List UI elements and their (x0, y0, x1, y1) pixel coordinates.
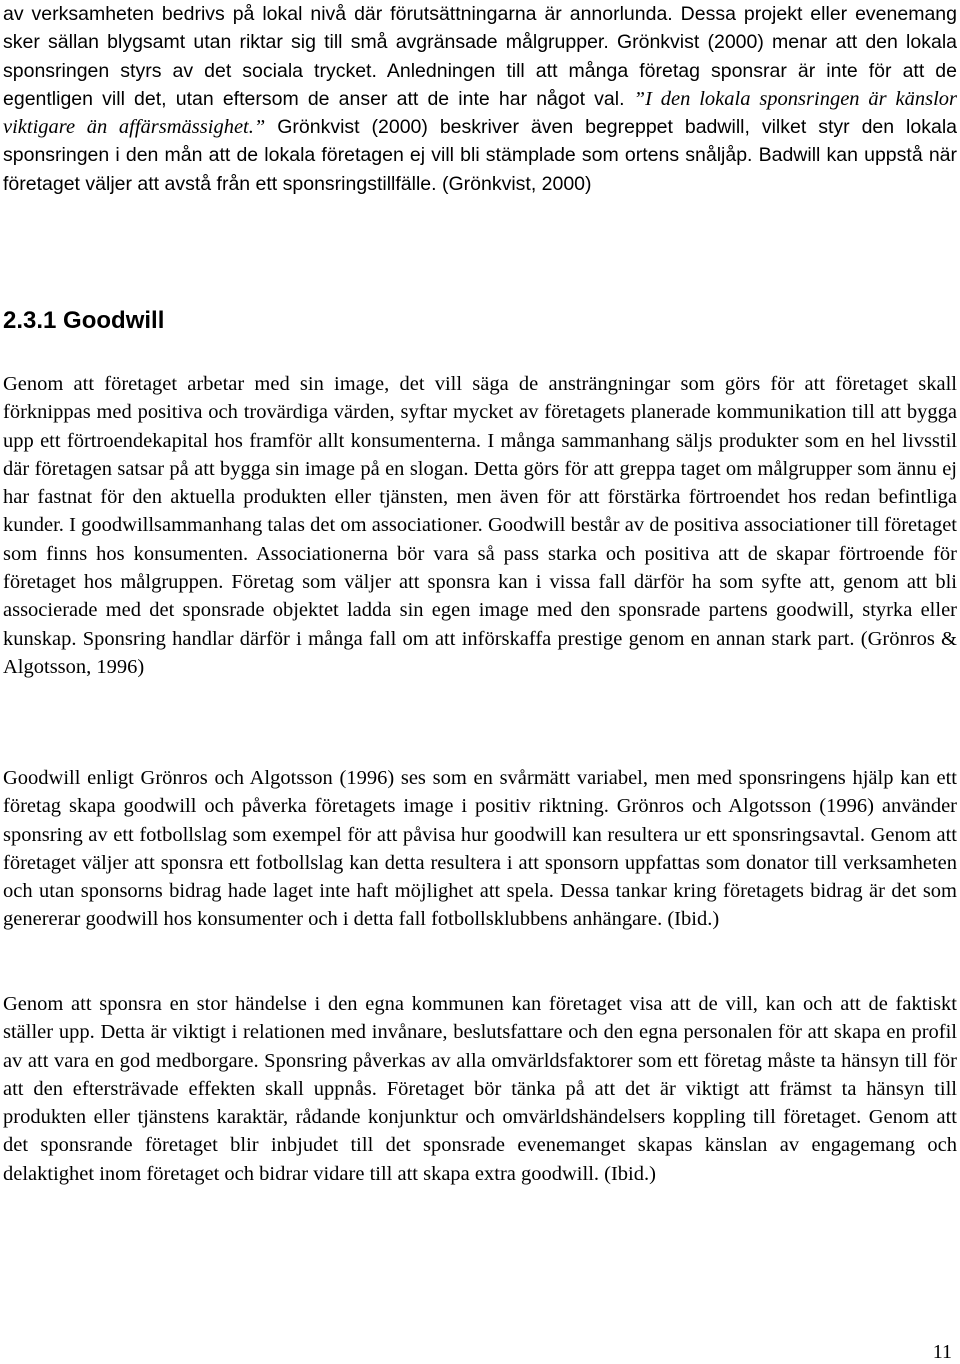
section-heading: 2.3.1 Goodwill (3, 307, 165, 334)
page-number: 11 (932, 1341, 952, 1363)
document-page (3, 0, 957, 198)
section-heading-wrapper (3, 306, 164, 336)
intro-text-part-b: Grönkvist (2000) beskriver även begreppet badwill, vilket styr den lokala sponsringen i den mån att de lokala företagen ej vill bli stämplade som ortens snåljåp. Badwill kan uppstå när företaget väljer att avstå från ett sponsringstillfälle. (Grönkvist, 2000) (3, 116, 957, 195)
paragraph-goodwill-football: Goodwill enligt Grönros och Algotsson (1996) ses som en svårmätt variabel, men med sponsringens hjälp kan ett företag skapa goodwill och påverka företagets image i positiv riktning. Grönros och Algotsson (1996) använder sponsring av ett fotbollslag som exempel för att påvisa hur goodwill kan resultera ur ett sponsringsavtal. Genom att företaget väljer att sponsra ett fotbollslag kan detta resultera i att sponsorn uppfattas som donator till verksamheten och utan sponsorns bidrag hade laget inte haft möjlighet att spela. Dessa tankar kring företagets bidrag är det som genererar goodwill hos konsumenter och i detta fall fotbollsklubbens anhängare. (Ibid.) (3, 767, 957, 931)
paragraph-local-event: Genom att sponsra en stor händelse i den egna kommunen kan företaget visa att de vill, kan och att de faktiskt ställer upp. Detta är viktigt i relationen med invånare, beslutsfattare och den egna personalen för att skapa en profil av att vara en god medborgare. Sponsring påverkas av alla omvärldsfaktorer som ett företag måste ta hänsyn till för att den eftersträvade effekten skall uppnås. Företaget bör tänka på att det är viktigt att främst ta hänsyn till produkten eller tjänstens karaktär, rådande konjunktur och omvärldshändelsers koppling till företaget. Genom att det sponsrande företaget blir inbjudet till det sponsrade evenemanget skapas känslan av engagemang och delaktighet inom företaget och bidrar vidare till att skapa extra goodwill. (Ibid.) (3, 993, 957, 1185)
paragraph-goodwill-image: Genom att företaget arbetar med sin image, det vill säga de ansträngningar som görs för att företaget skall förknippas med positiva och trovärdiga värden, syftar mycket av företagets planerade kommunikation till att bygga upp ett förtroendekapital hos framför allt konsumenterna. I många sammanhang säljs produkter som en hel livsstil där företagen satsar på att bygga sin image på en slogan. Detta görs för att greppa taget om målgrupper som ännu ej har fastnat för den aktuella produkten eller tjänsten, men även för att förstärka förtroendet hos redan befintliga kunder. I goodwillsammanhang talas det om associationer. Goodwill består av de positiva associationer till företaget som finns hos konsumenten. Associationerna bör vara så pass starka och positiva att de skapar förtroende för företaget hos målgruppen. Företag som väljer att sponsra kan i vissa fall därför ha som syfte att, genom att bli associerade med det sponsrade objektet ladda sin egen image med den sponsrade partens goodwill, styrka eller kunskap. Sponsring handlar därför i många fall om att införskaffa prestige genom en annan stark part. (Grönros & Algotsson, 1996) (3, 373, 957, 678)
intro-paragraph (3, 0, 957, 198)
intro-quote: ”I den lokala sponsringen är känslor viktigare än affärsmässighet.” (3, 87, 957, 139)
intro-text-part-a: av verksamheten bedrivs på lokal nivå där förutsättningarna är annorlunda. Dessa projekt eller evenemang sker sällan blygsamt utan riktar sig till små avgränsade målgrupper. Grönkvist (2000) menar att den lokala sponsringen styrs av det sociala trycket. Anledningen till att många företag sponsrar är inte för att de egentligen vill det, utan eftersom de anser att de inte har något val. (3, 3, 957, 110)
